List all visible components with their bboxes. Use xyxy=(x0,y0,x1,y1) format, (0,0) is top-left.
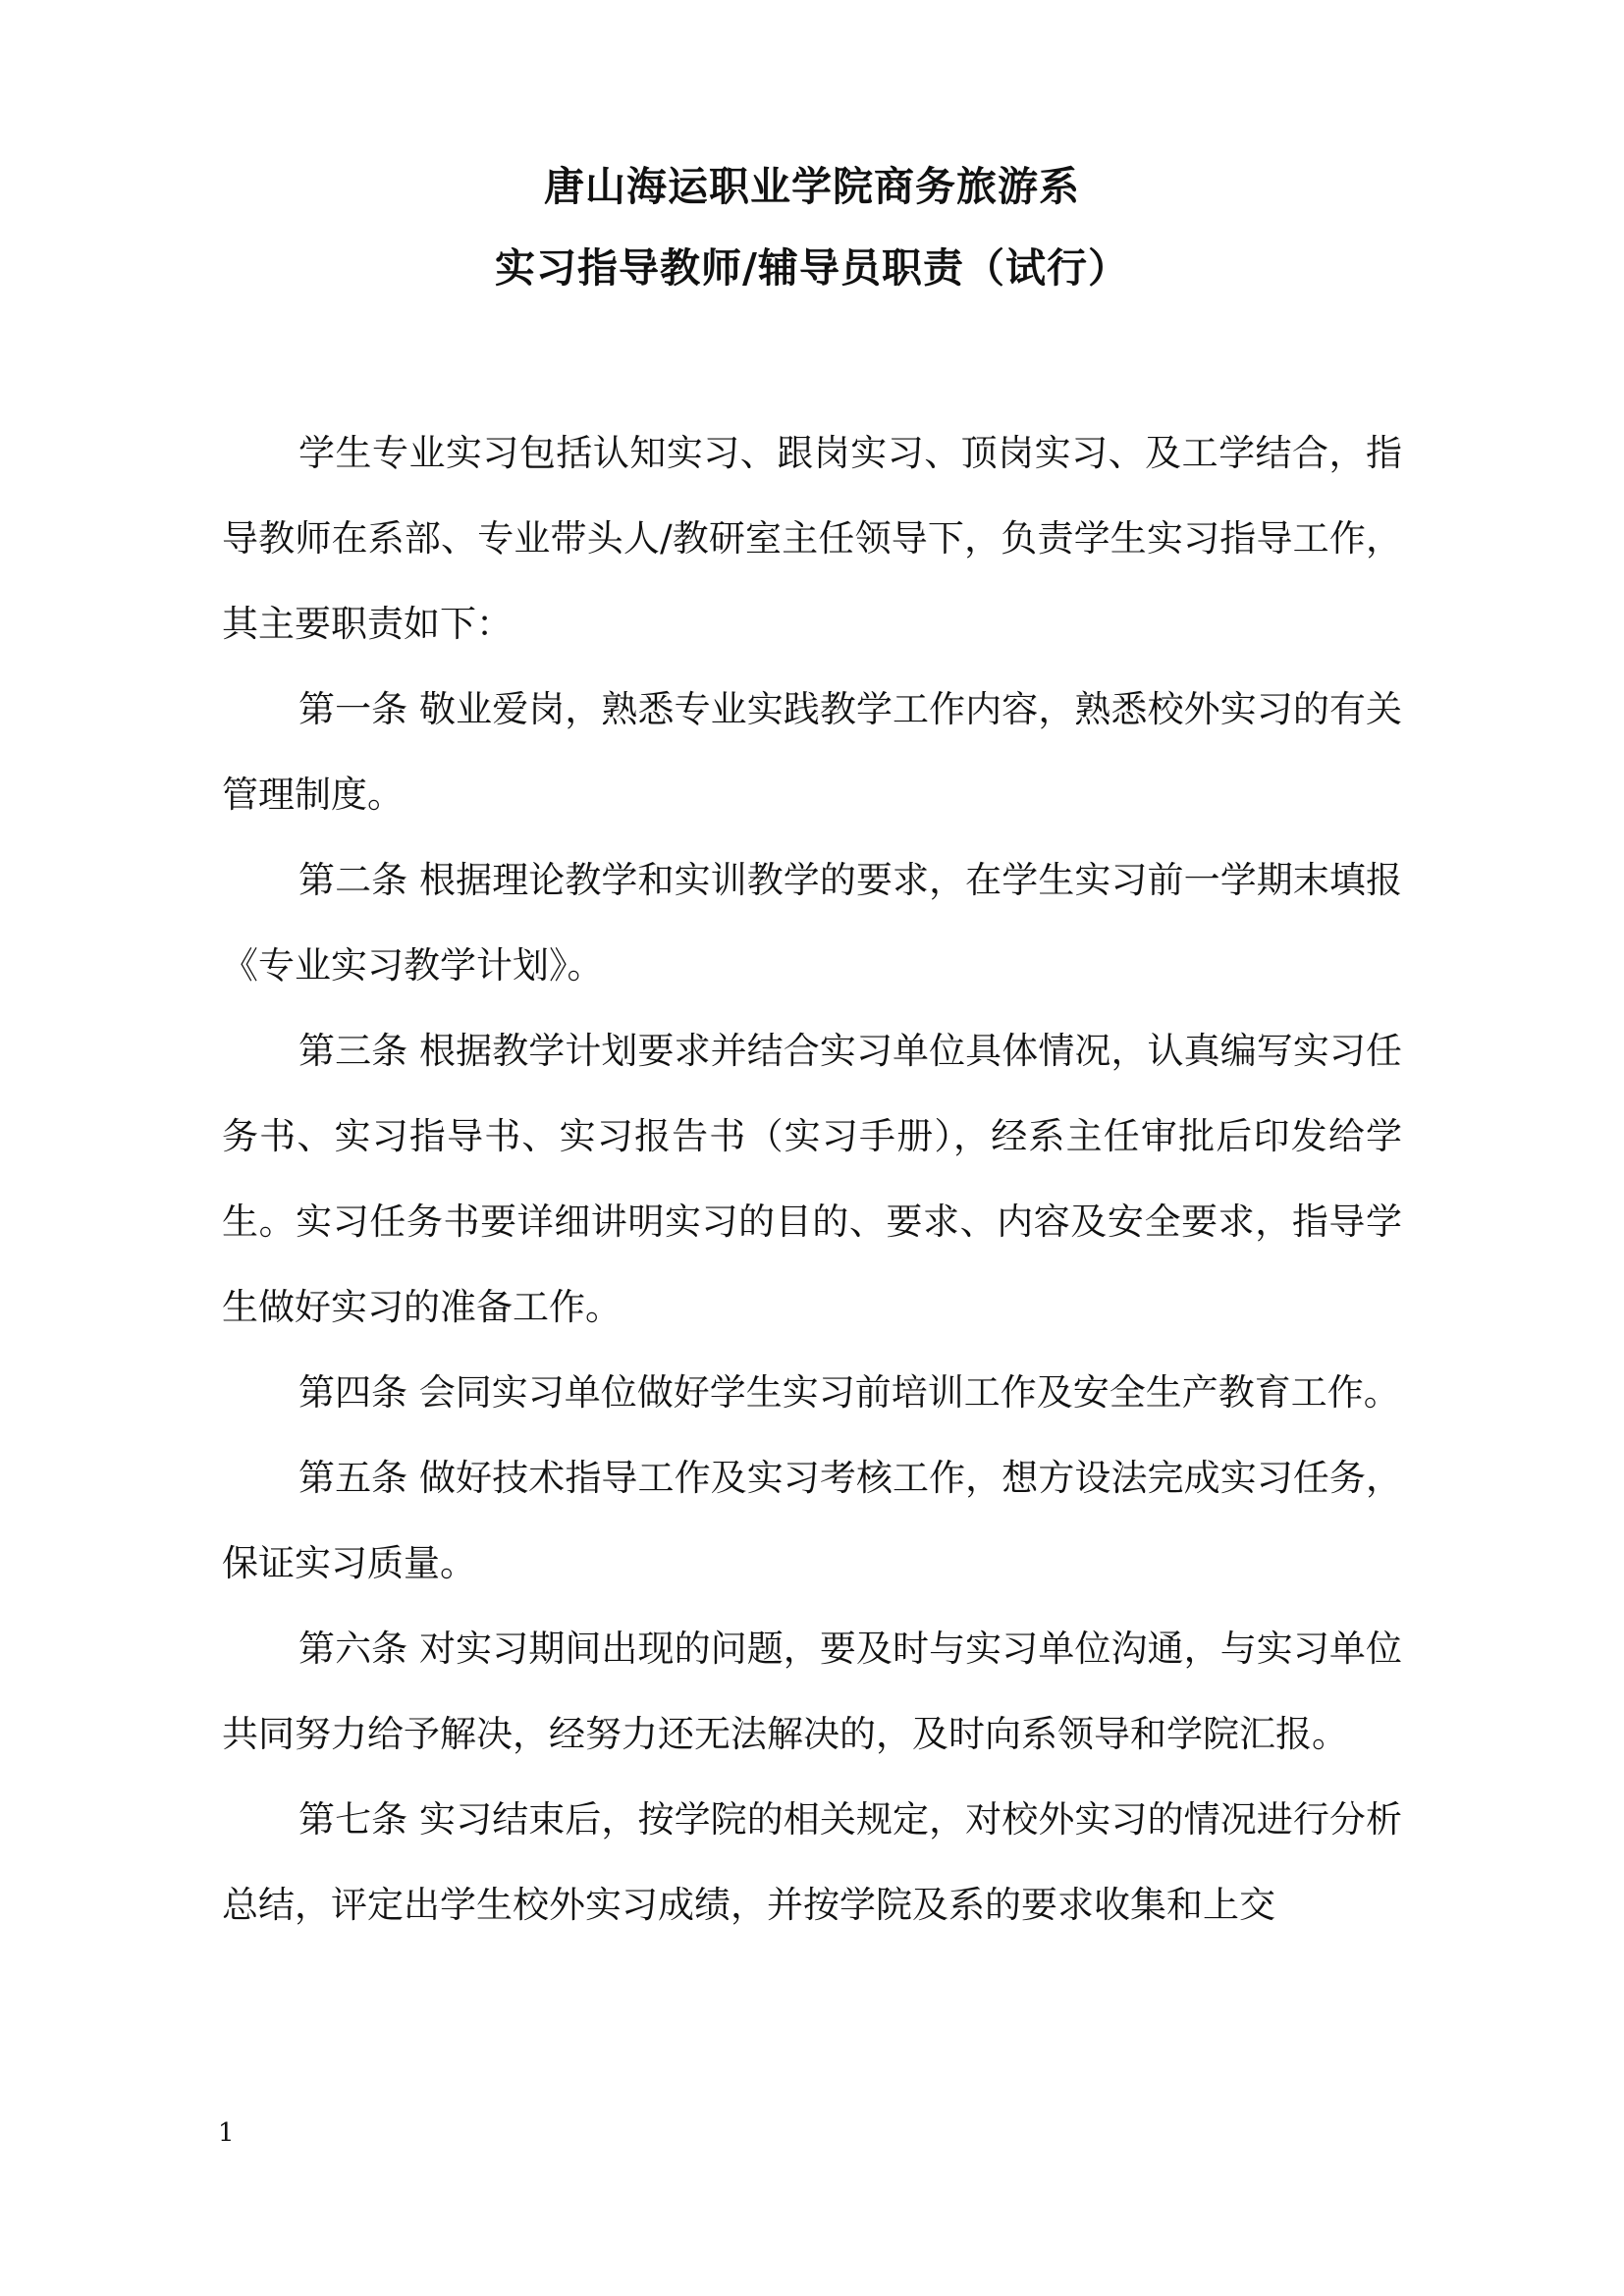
document-title-line-2: 实习指导教师/辅导员职责（试行） xyxy=(495,244,1129,292)
article-4-paragraph: 第四条 会同实习单位做好学生实习前培训工作及安全生产教育工作。 xyxy=(298,1371,1400,1414)
intro-paragraph: 学生专业实习包括认知实习、跟岗实习、顶岗实习、及工学结合，指导教师在系部、专业带头人/教研室主任领导下，负责学生实习指导工作，其主要职责如下： xyxy=(222,432,1402,645)
article-1-paragraph: 第一条 敬业爱岗，熟悉专业实践教学工作内容，熟悉校外实习的有关管理制度。 xyxy=(222,688,1402,816)
document-body xyxy=(222,410,1402,1948)
document-title-line-1: 唐山海运职业学院商务旅游系 xyxy=(544,163,1080,210)
page-number: 1 xyxy=(218,2118,235,2148)
article-5-paragraph: 第五条 做好技术指导工作及实习考核工作，想方设法完成实习任务，保证实习质量。 xyxy=(222,1457,1402,1584)
article-6-paragraph: 第六条 对实习期间出现的问题，要及时与实习单位沟通，与实习单位共同努力给予解决，经努力还无法解决的，及时向系领导和学院汇报。 xyxy=(222,1628,1402,1755)
article-7-paragraph: 第七条 实习结束后，按学院的相关规定，对校外实习的情况进行分析总结，评定出学生校外实习成绩，并按学院及系的要求收集和上交 xyxy=(222,1798,1402,1926)
article-2-paragraph: 第二条 根据理论教学和实训教学的要求，在学生实习前一学期末填报《专业实习教学计划》。 xyxy=(222,859,1402,987)
article-3-paragraph: 第三条 根据教学计划要求并结合实习单位具体情况，认真编写实习任务书、实习指导书、实习报告书（实习手册），经系主任审批后印发给学生。实习任务书要详细讲明实习的目的、要求、内容及安全要求，指导学生做好实习的准备工作。 xyxy=(222,1030,1402,1328)
